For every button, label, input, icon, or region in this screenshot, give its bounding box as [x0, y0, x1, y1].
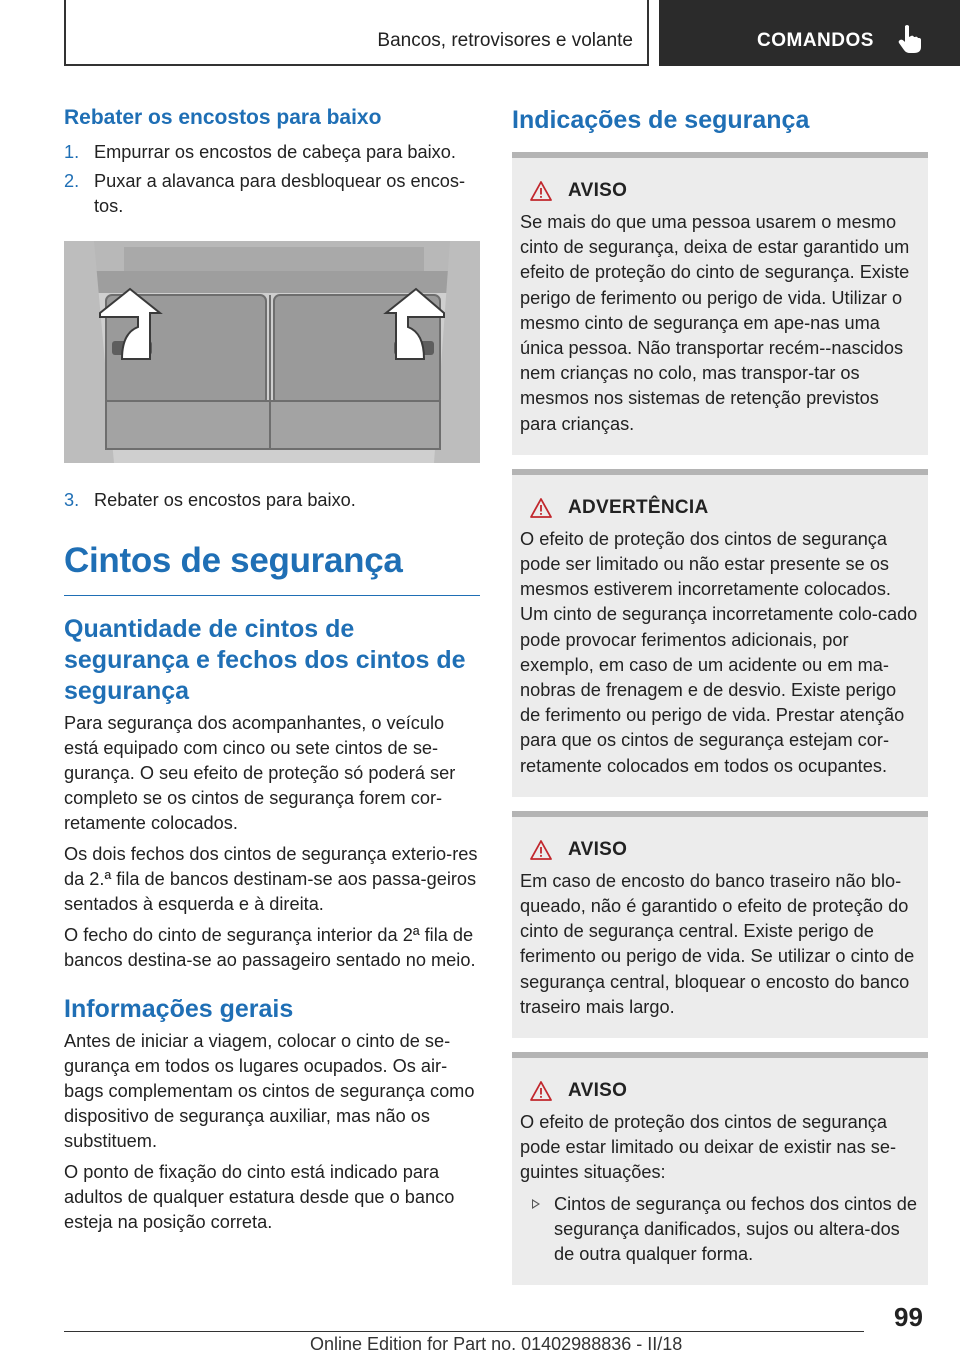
chapter-tab-label: COMANDOS — [757, 30, 874, 51]
hand-pointer-icon — [897, 24, 923, 54]
warning-box — [512, 811, 928, 1038]
warning-text: Se mais do que uma pessoa usarem o mesmo cinto de segurança, deixa de estar garantido um efeito de proteção do cinto de segurança. Existe perigo de ferimento ou perigo de vida. Utilizar o mesmo cinto de segurança em ape-nas uma única pessoa. Não transportar recém--nascidos nem crianças no colo, mas transpor-tar os mesmos nos sistemas de retenção previstos para crianças. — [520, 212, 910, 434]
safety-notes-heading: Indicações de segurança — [512, 106, 810, 134]
fold-steps-list-cont — [64, 488, 480, 513]
step-item: 3. Rebater os encostos para baixo. — [64, 490, 356, 510]
paragraph: Para segurança dos acompanhantes, o veículo está equipado com cinco ou sete cintos de se-gurança. O seu efeito de proteção só poderá ser completo se os cintos de segurança forem cor-retamente colocados. — [64, 713, 456, 833]
warning-triangle-icon — [530, 181, 552, 201]
warning-text: Em caso de encosto do banco traseiro não blo-queado, não é garantido o efeito de proteção do cinto de segurança central. Existe perigo de ferimento ou perigo de vida. Se utilizar o cinto de segurança central, bloquear o encosto do banco traseiro mais largo. — [520, 870, 915, 1017]
header-section-box — [64, 0, 649, 66]
fold-backrests-heading: Rebater os encostos para baixo — [64, 106, 382, 129]
quantity-heading: Quantidade de cintos de segurança e fechos dos cintos de segurança — [64, 615, 466, 705]
footer-edition: Online Edition for Part no. 01402988836 - II/18 — [310, 1334, 683, 1354]
step-item: 2. Puxar a alavanca para desbloquear os encos-tos. — [64, 171, 466, 216]
step-item: 1. Empurrar os encostos de cabeça para baixo. — [64, 142, 456, 162]
warning-box — [512, 469, 928, 797]
paragraph: O ponto de fixação do cinto está indicado para adultos de qualquer estatura desde que o banco esteja na posição correta. — [64, 1162, 455, 1232]
chapter-title: Cintos de segurança — [64, 541, 403, 580]
footer-rule — [64, 1331, 864, 1332]
fold-steps-list — [64, 140, 480, 219]
left-column — [64, 104, 480, 1235]
warning-box — [512, 152, 928, 455]
paragraph: Os dois fechos dos cintos de segurança exterio-res da 2.ª fila de bancos destinam-se aos passa-geiros sentados à esquerda e à direita. — [64, 844, 478, 914]
warning-triangle-icon — [530, 498, 552, 518]
warning-label: AVISO — [568, 180, 628, 201]
page-number: 99 — [894, 1302, 923, 1332]
warning-triangle-icon — [530, 1081, 552, 1101]
paragraph: Antes de iniciar a viagem, colocar o cinto de se-gurança em todos os lugares ocupados. Os air-bags complementam os cintos de segurança como dispositivo de segurança auxiliar, mas não os substituem. — [64, 1031, 475, 1151]
right-column — [512, 104, 928, 1299]
general-info-heading: Informações gerais — [64, 995, 294, 1023]
warning-label: AVISO — [568, 838, 628, 860]
warning-bullet-item: Cintos de segurança ou fechos dos cintos de segurança danificados, sujos ou altera-dos de outra qualquer forma. — [520, 1192, 920, 1267]
bullet-triangle-icon — [532, 1199, 540, 1209]
paragraph: O fecho do cinto de segurança interior da 2ª fila de bancos destina-se ao passageiro sentado no meio. — [64, 925, 476, 970]
warning-triangle-icon — [530, 840, 552, 860]
warning-label: ADVERTÊNCIA — [568, 496, 709, 518]
header-section-title: Bancos, retrovisores e volante — [377, 30, 633, 51]
rear-seat-illustration — [64, 241, 480, 463]
warning-text: O efeito de proteção dos cintos de segurança pode estar limitado ou deixar de existir nas se-guintes situações: — [520, 1112, 897, 1183]
warning-text: O efeito de proteção dos cintos de segurança pode ser limitado ou não estar presente se os mesmos estiverem incorretamente colocados. Um cinto de segurança incorretamente colo-cado pode provocar ferimentos adicionais, por exemplo, em caso de um acidente ou em ma-nobras de frenagem e de desvio. Existe perigo de ferimento ou perigo de vida. Prestar atenção para que os cintos de segurança estejam cor-retamente colocados em todos os ocupantes. — [520, 528, 918, 776]
warning-box — [512, 1052, 928, 1285]
header-chapter-tab[interactable] — [659, 0, 960, 66]
warning-label: AVISO — [568, 1080, 628, 1102]
